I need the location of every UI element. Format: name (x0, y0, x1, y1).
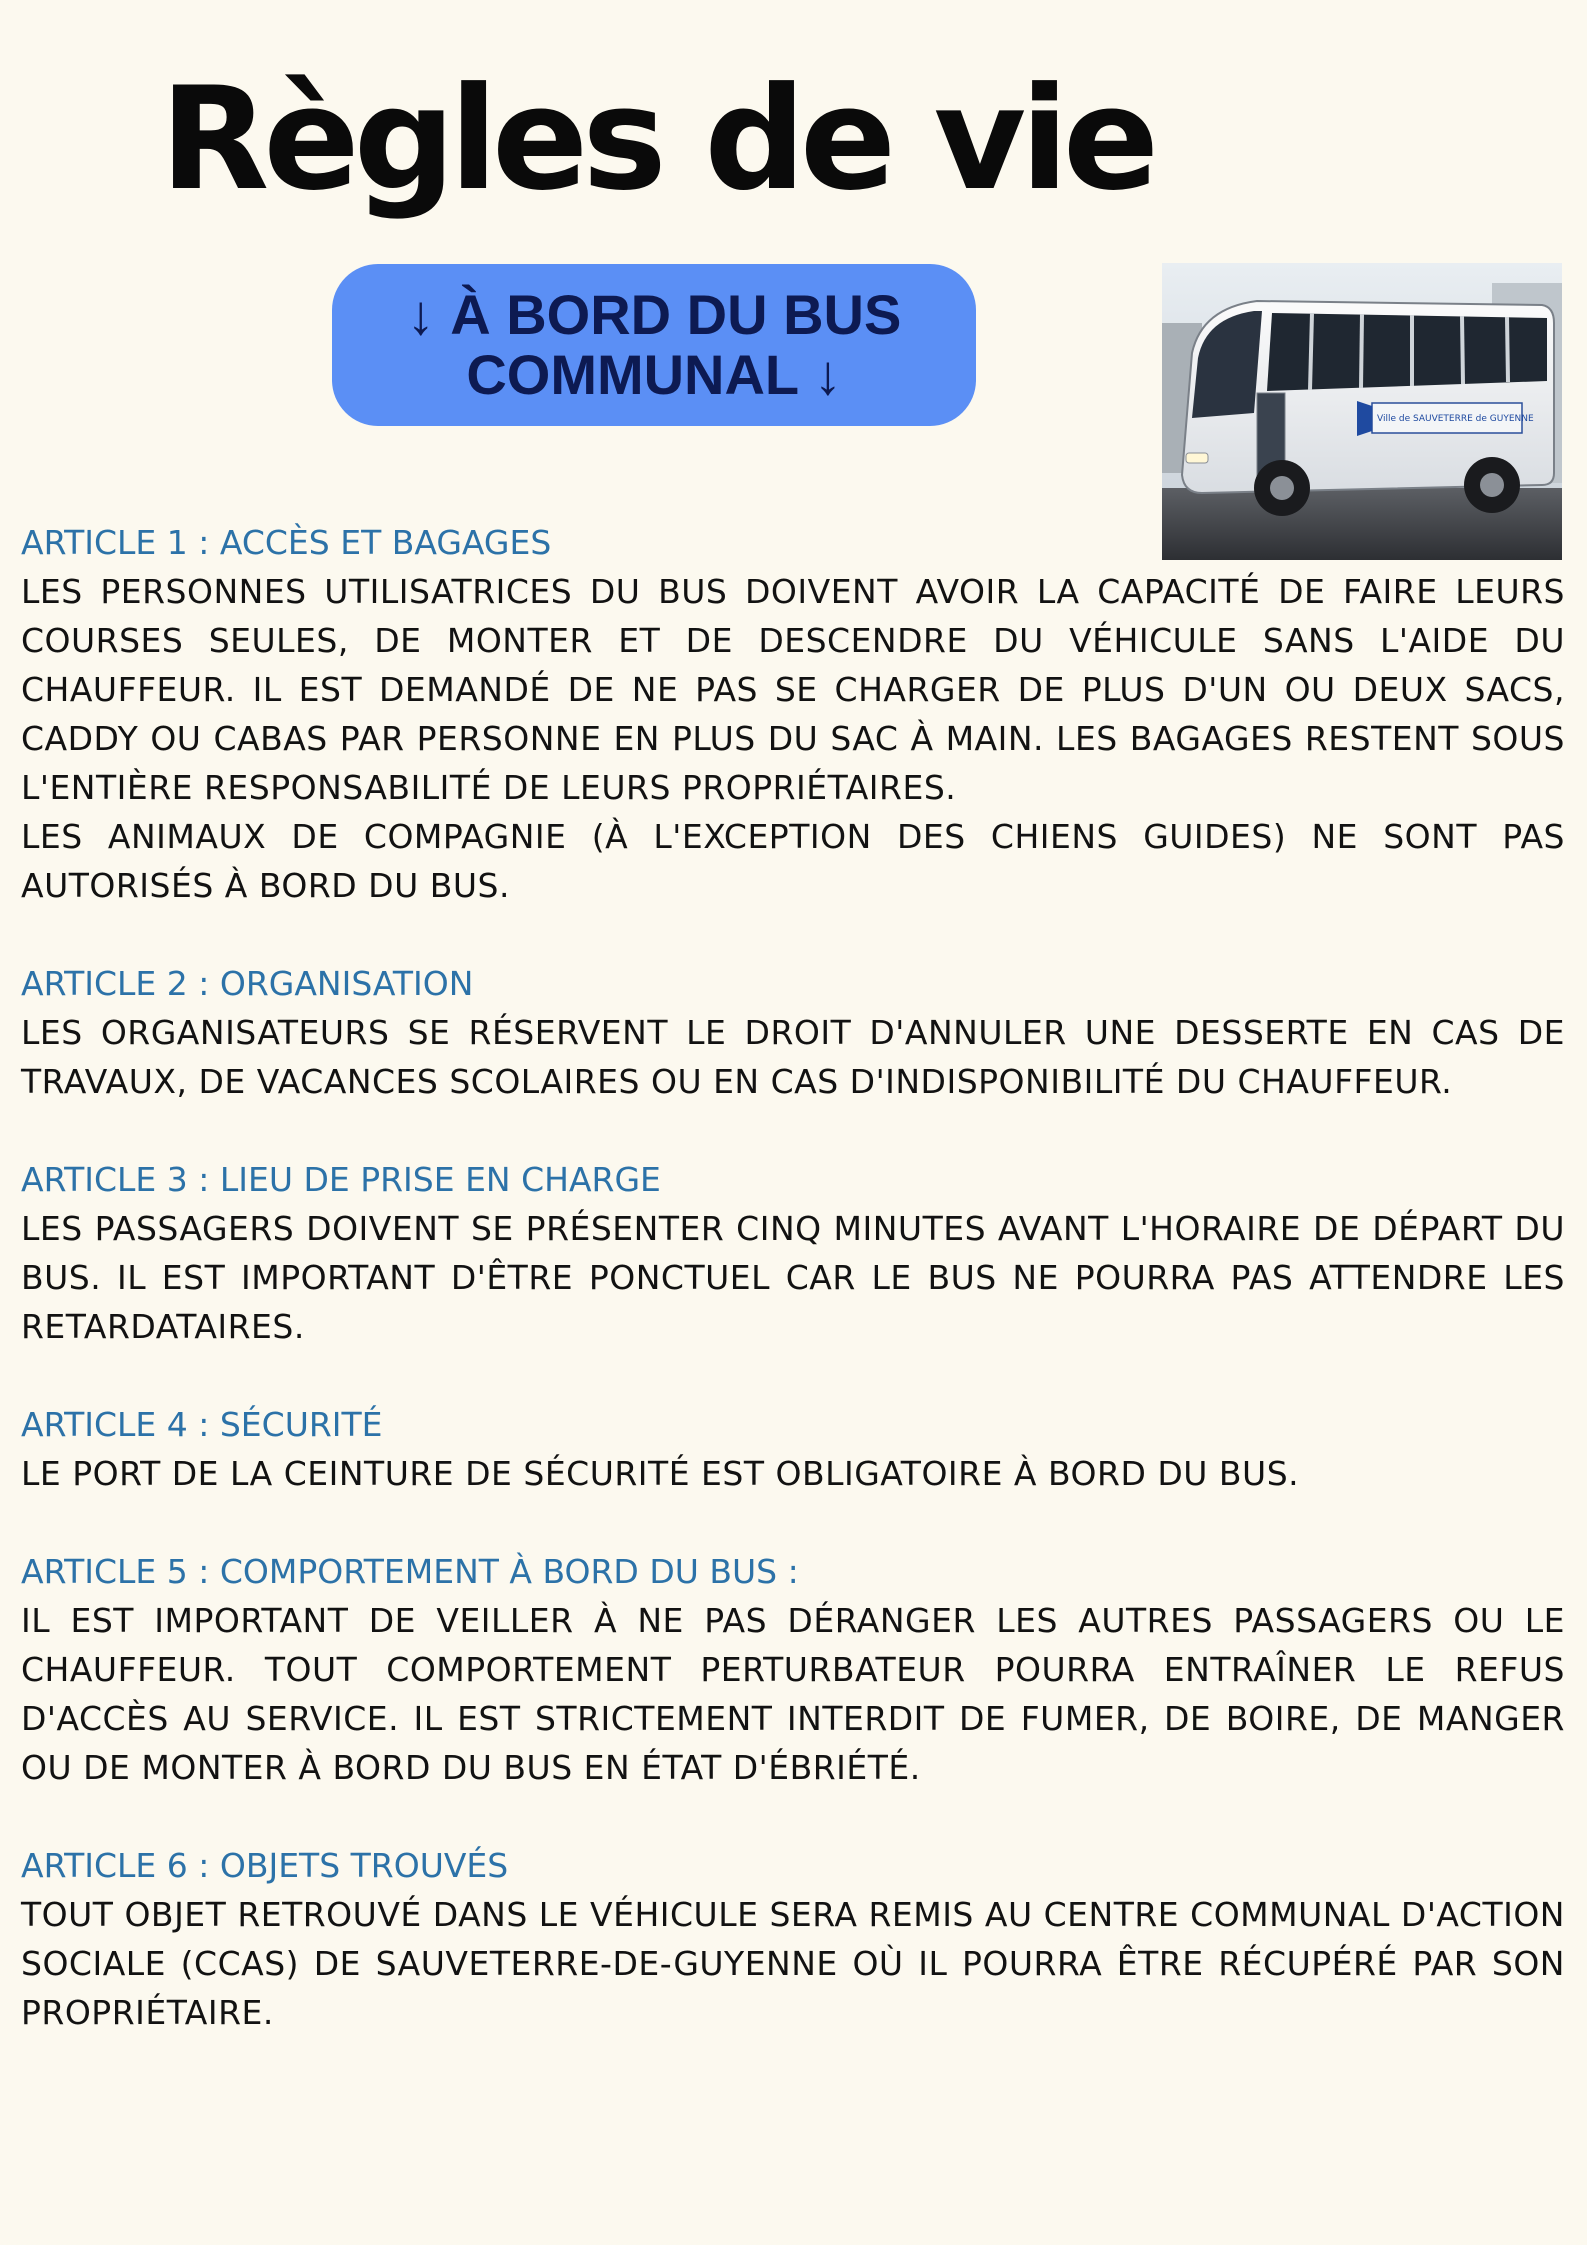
article-paragraph: TOUT OBJET RETROUVÉ DANS LE VÉHICULE SERA REMIS AU CENTRE COMMUNAL D'ACTION SOCIALE (CCAS) DE SAUVETERRE-DE-GUYENNE OÙ IL POURRA ÊTRE RÉCUPÉRÉ PAR SON PROPRIÉTAIRE. (21, 1895, 1565, 2032)
article-3 (21, 1155, 1565, 1351)
article-title: ARTICLE 3 : LIEU DE PRISE EN CHARGE (21, 1160, 661, 1199)
article-title: ARTICLE 4 : SÉCURITÉ (21, 1405, 383, 1444)
banner-line-2: COMMUNAL ↓ (466, 343, 842, 406)
article-1 (21, 518, 1565, 910)
article-title: ARTICLE 1 : ACCÈS ET BAGAGES (21, 523, 552, 562)
banner-line-1: ↓ À BORD DU BUS (406, 283, 902, 346)
article-4 (21, 1400, 1565, 1498)
article-body (21, 1596, 1565, 1792)
bus-side-text: Ville de SAUVETERRE de GUYENNE (1377, 414, 1534, 424)
article-body (21, 1008, 1565, 1106)
article-body (21, 1890, 1565, 2037)
article-body (21, 1449, 1565, 1498)
article-title: ARTICLE 5 : COMPORTEMENT À BORD DU BUS : (21, 1552, 799, 1591)
article-title: ARTICLE 2 : ORGANISATION (21, 964, 474, 1003)
article-paragraph: LES PERSONNES UTILISATRICES DU BUS DOIVENT AVOIR LA CAPACITÉ DE FAIRE LEURS COURSES SEULES, DE MONTER ET DE DESCENDRE DU VÉHICULE SANS L'AIDE DU CHAUFFEUR. IL EST DEMANDÉ DE NE PAS SE CHARGER DE PLUS D'UN OU DEUX SACS, CADDY OU CABAS PAR PERSONNE EN PLUS DU SAC À MAIN. LES BAGAGES RESTENT SOUS L'ENTIÈRE RESPONSABILITÉ DE LEURS PROPRIÉTAIRES. (21, 572, 1565, 807)
article-title: ARTICLE 6 : OBJETS TROUVÉS (21, 1846, 509, 1885)
page-title: Règles de vie (160, 57, 1154, 222)
article-paragraph: LES PASSAGERS DOIVENT SE PRÉSENTER CINQ MINUTES AVANT L'HORAIRE DE DÉPART DU BUS. IL EST IMPORTANT D'ÊTRE PONCTUEL CAR LE BUS NE POURRA PAS ATTENDRE LES RETARDATAIRES. (21, 1209, 1565, 1346)
article-6 (21, 1841, 1565, 2037)
article-body (21, 1204, 1565, 1351)
article-paragraph: LE PORT DE LA CEINTURE DE SÉCURITÉ EST OBLIGATOIRE À BORD DU BUS. (21, 1454, 1300, 1493)
bus-photo (1162, 263, 1562, 560)
article-paragraph: LES ORGANISATEURS SE RÉSERVENT LE DROIT D'ANNULER UNE DESSERTE EN CAS DE TRAVAUX, DE VACANCES SCOLAIRES OU EN CAS D'INDISPONIBILITÉ DU CHAUFFEUR. (21, 1013, 1565, 1101)
article-2 (21, 959, 1565, 1106)
article-paragraph: LES ANIMAUX DE COMPAGNIE (À L'EXCEPTION DES CHIENS GUIDES) NE SONT PAS AUTORISÉS À BORD DU BUS. (21, 817, 1565, 905)
bus-illustration (1162, 263, 1562, 560)
section-banner (332, 264, 976, 426)
article-body (21, 567, 1565, 910)
article-5 (21, 1547, 1565, 1792)
article-paragraph: IL EST IMPORTANT DE VEILLER À NE PAS DÉRANGER LES AUTRES PASSAGERS OU LE CHAUFFEUR. TOUT COMPORTEMENT PERTURBATEUR POURRA ENTRAÎNER LE REFUS D'ACCÈS AU SERVICE. IL EST STRICTEMENT INTERDIT DE FUMER, DE BOIRE, DE MANGER OU DE MONTER À BORD DU BUS EN ÉTAT D'ÉBRIÉTÉ. (21, 1601, 1565, 1787)
articles-list (21, 518, 1565, 2086)
